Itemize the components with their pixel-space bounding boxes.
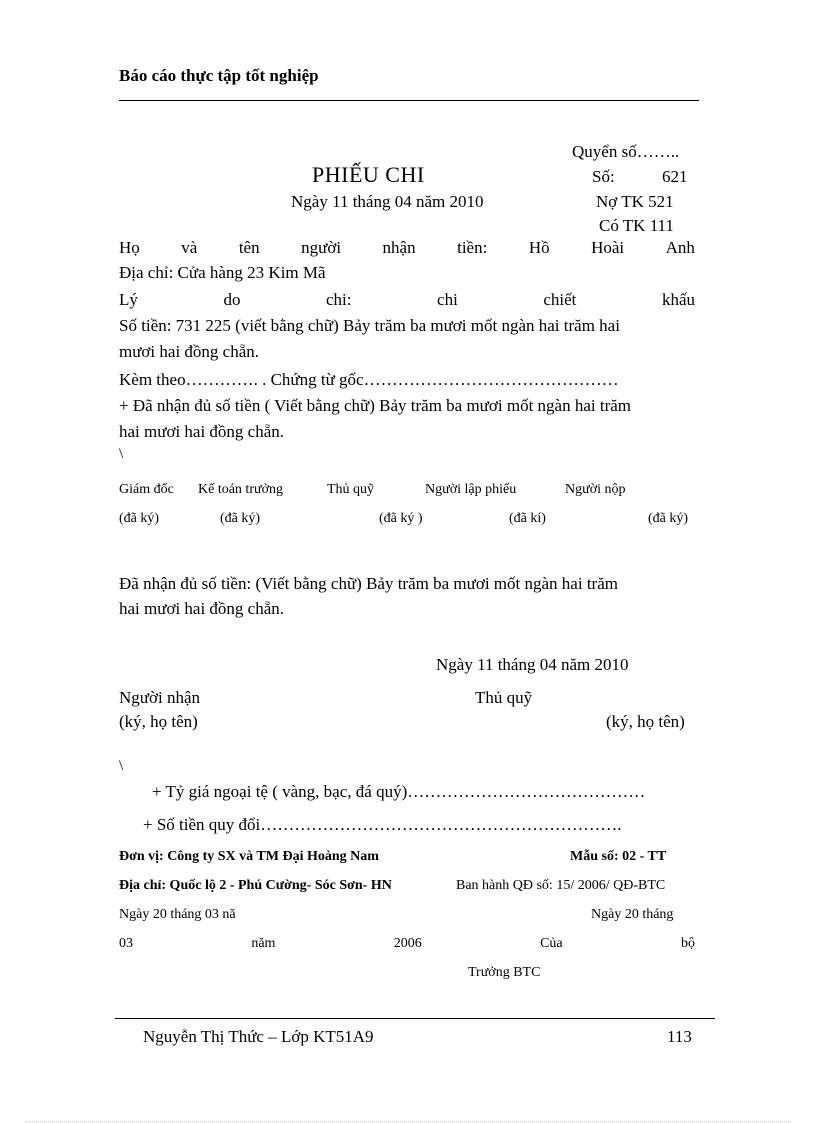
word: chi: bbox=[325, 290, 352, 309]
unit-name: Đơn vị: Công ty SX và TM Đại Hoàng Nam bbox=[119, 849, 379, 864]
word: Hoài bbox=[591, 238, 625, 257]
ministry-title: Trưởng BTC bbox=[468, 965, 541, 980]
word: bộ bbox=[680, 936, 695, 951]
signed-cashier: (đã ký ) bbox=[379, 511, 423, 526]
unit-address: Địa chỉ: Quốc lộ 2 - Phú Cường- Sóc Sơn- HN bbox=[119, 878, 392, 893]
confirmation-date: Ngày 11 tháng 04 năm 2010 bbox=[436, 655, 629, 674]
backslash-mark: \ bbox=[119, 446, 124, 462]
issue-date-line bbox=[119, 936, 695, 952]
credit-account: Có TK 111 bbox=[599, 216, 674, 235]
address-line: Địa chỉ: Cửa hàng 23 Kim Mã bbox=[119, 263, 326, 282]
signed-director: (đã ký) bbox=[119, 511, 160, 526]
word: nhận bbox=[382, 238, 416, 257]
role-director: Giám đốc bbox=[119, 482, 174, 497]
word: Anh bbox=[665, 238, 695, 257]
word: chiết bbox=[543, 290, 577, 309]
word: Lý bbox=[119, 290, 138, 309]
converted-amount-line: + Số tiền quy đổi………………………………………………………. bbox=[143, 815, 622, 834]
receipt-date: Ngày 11 tháng 04 năm 2010 bbox=[291, 192, 484, 211]
word: 03 bbox=[119, 936, 133, 951]
issue-date-right: Ngày 20 tháng bbox=[591, 907, 674, 922]
page-bottom-edge bbox=[25, 1121, 791, 1122]
footer-author: Nguyễn Thị Thức – Lớp KT51A9 bbox=[143, 1027, 374, 1046]
word: Của bbox=[540, 936, 563, 951]
word: 2006 bbox=[393, 936, 422, 951]
cashier-label: Thủ quỹ bbox=[475, 688, 533, 707]
role-chief-accountant: Kế toán trưởng bbox=[198, 482, 283, 497]
received-line-1: + Đã nhận đủ số tiền ( Viết bằng chữ) Bảy trăm ba mươi mốt ngàn hai trăm bbox=[119, 396, 632, 415]
attached-docs-line: Kèm theo…………. . Chứng từ gốc……………………………………… bbox=[119, 370, 619, 389]
signed-chief-accountant: (đã ký) bbox=[220, 511, 261, 526]
receiver-label: Người nhận bbox=[119, 688, 200, 707]
word: năm bbox=[251, 936, 276, 951]
signed-payer: (đã ký) bbox=[648, 511, 689, 526]
role-payer: Người nộp bbox=[565, 482, 626, 497]
page-header-title: Báo cáo thực tập tốt nghiệp bbox=[119, 66, 319, 85]
word: Họ bbox=[119, 238, 140, 257]
confirmation-line-2: hai mươi hai đồng chẵn. bbox=[119, 599, 285, 618]
word: tiền: bbox=[457, 238, 488, 257]
book-number: Quyển số…….. bbox=[572, 142, 680, 161]
signed-preparer: (đã kí) bbox=[509, 511, 546, 526]
word: người bbox=[301, 238, 342, 257]
reason-line bbox=[119, 290, 695, 310]
role-preparer: Người lập phiếu bbox=[425, 482, 517, 497]
page-number: 113 bbox=[667, 1027, 692, 1046]
amount-line-2: mươi hai đồng chẵn. bbox=[119, 342, 260, 361]
footer-divider bbox=[115, 1018, 715, 1019]
receipt-title: PHIẾU CHI bbox=[312, 162, 425, 187]
receiver-sign-note: (ký, họ tên) bbox=[119, 712, 198, 731]
form-number: Mẫu số: 02 - TT bbox=[570, 849, 667, 864]
receipt-number-label: Số: bbox=[592, 167, 615, 186]
backslash-mark-2: \ bbox=[119, 758, 124, 774]
receipt-number-value: 621 bbox=[662, 167, 688, 186]
recipient-line bbox=[119, 238, 695, 258]
received-line-2: hai mươi hai đồng chẵn. bbox=[119, 422, 285, 441]
role-cashier: Thủ quỹ bbox=[327, 482, 375, 497]
amount-line-1: Số tiền: 731 225 (viết bằng chữ) Bảy trăm ba mươi mốt ngàn hai trăm hai bbox=[119, 316, 620, 335]
issue-date-left: Ngày 20 tháng 03 nă bbox=[119, 907, 236, 922]
word: chi bbox=[437, 290, 458, 309]
word: Hồ bbox=[528, 238, 550, 257]
word: tên bbox=[238, 238, 260, 257]
exchange-rate-line: + Tỷ giá ngoại tệ ( vàng, bạc, đá quý)…………………………………… bbox=[152, 782, 646, 801]
header-divider bbox=[119, 100, 699, 101]
confirmation-line-1: Đã nhận đủ số tiền: (Viết bằng chữ) Bảy trăm ba mươi mốt ngàn hai trăm bbox=[119, 574, 618, 593]
issuing-decision: Ban hành QĐ số: 15/ 2006/ QĐ-BTC bbox=[456, 878, 666, 893]
debit-account: Nợ TK 521 bbox=[596, 192, 674, 211]
word: và bbox=[181, 238, 198, 257]
word: khấu bbox=[661, 290, 695, 309]
cashier-sign-note: (ký, họ tên) bbox=[606, 712, 685, 731]
word: do bbox=[223, 290, 241, 309]
